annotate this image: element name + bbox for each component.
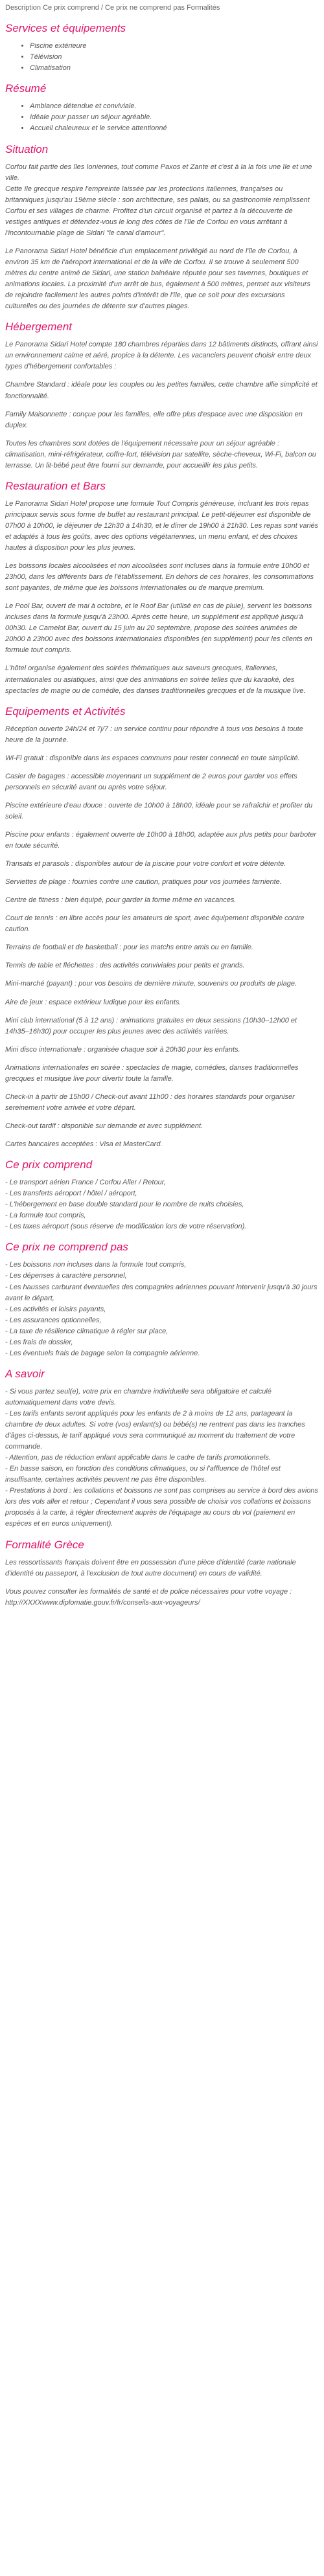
equipement-paragraph: Piscine extérieure d'eau douce : ouverte de 10h00 à 18h00, idéale pour se rafraîchir et profiter du soleil. [5,801,313,820]
resume-list [5,101,319,134]
equipement-paragraph: Animations internationales en soirée : spectacles de magie, comédies, danses traditionnelles grecques et musique live pour divertir toute la famille. [5,1063,299,1083]
equipement-paragraph: Cartes bancaires acceptées : Visa et MasterCard. [5,1140,163,1148]
equipement-paragraph: Mini club international (5 à 12 ans) : animations gratuites en deux sessions (10h30–12h00 et 14h35–16h30) pour occuper les plus jeunes avec des activités variées. [5,1016,297,1035]
list-item: - Attention, pas de réduction enfant applicable dans le cadre de tarifs promotionnels. [5,1454,271,1462]
list-item: - Le transport aérien France / Corfou Aller / Retour, [5,1179,166,1187]
equipement-paragraph: Check-out tardif : disponible sur demande et avec supplément. [5,1122,203,1130]
list-item: • Ambiance détendue et conviviale. [30,101,319,112]
equipement-paragraph: Serviettes de plage : fournies contre une caution, pratiques pour vos journées farniente. [5,878,282,887]
list-item: - Si vous partez seul(e), votre prix en chambre individuelle sera obligatoire et calculé automatiquement dans votre devis. [5,1387,272,1407]
comprend-list [5,1177,319,1232]
list-item: • Télévision [30,52,319,63]
ne-comprend-list [5,1260,319,1359]
restauration-paragraph: Le Pool Bar, ouvert de mai à octobre, et le Roof Bar (utilisé en cas de pluie), servent les boissons incluses dans la formule jusqu'à 23h00. Après cette heure, un supplément est appliqué jusqu'à 00h30. Le Camelot Bar, ouvert du 15 juin au 20 septembre, propose des soirées animées de 20h00 à 23h00 avec des boissons internationales disponibles (en supplément) pour les clients en formule tout compris. [5,602,312,655]
savoir-list [5,1386,319,1530]
situation-paragraph: Le Panorama Sidari Hotel bénéficie d'un emplacement privilégié au nord de l'île de Corfou, à environ 35 km de l'aéroport international et de la ville de Corfou. Il se trouve à seulement 500 mètres du centre animé de Sidari, une station balnéaire réputée pour ses tavernes, boutiques et animations locales. La proximité d'un arrêt de bus, également à 500 mètres, permet aux visiteurs de rejoindre facilement les autres points d'intérêt de l'île, que ce soit pour des excursions culturelles ou des journées de détente sur d'autres plages. [5,247,311,311]
section-title-resume: Résumé [5,82,47,95]
equipement-paragraph: Terrains de football et de basketball : pour les matchs entre amis ou en famille. [5,943,253,952]
equipement-paragraph: Mini disco internationale : organisée chaque soir à 20h30 pour les enfants. [5,1045,240,1054]
list-item: - Les hausses carburant éventuelles des compagnies aériennes pouvant intervenir jusqu'à 30 jours avant le départ, [5,1283,318,1302]
hebergement-paragraph: Family Maisonnette : conçue pour les familles, elle offre plus d'espace avec une disposition en duplex. [5,410,303,429]
hebergement-paragraph: Toutes les chambres sont dotées de l'équipement nécessaire pour un séjour agréable : climatisation, mini-réfrigérateur, coffre-fort, télévision par satellite, sèche-cheveux, Wi-Fi, balcon ou terrasse. Un lit-bébé peut être fourni sur demande, pour accueillir les plus petits. [5,439,316,469]
hebergement-paragraph: Chambre Standard : idéale pour les couples ou les petites familles, cette chambre allie simplicité et fonctionnalité. [5,381,318,400]
list-item: • Climatisation [30,63,319,74]
list-item: - L'hébergement en base double standard pour le nombre de nuits choisies, [5,1201,244,1209]
list-item: • Accueil chaleureux et le service attentionné [30,123,319,134]
section-title-comprend: Ce prix comprend [5,1158,93,1171]
restauration-paragraph: Les boissons locales alcoolisées et non alcoolisées sont incluses dans la formule entre 10h00 et 23h00, dans les différents bars de l'établissement. En dehors de ces horaires, les consommations sont payantes, de même que les boissons internationales ou de marque premium. [5,562,314,593]
list-item: - La taxe de résilience climatique à régler sur place, [5,1327,168,1335]
equipement-paragraph: Piscine pour enfants : également ouverte de 10h00 à 18h00, adaptée aux plus petits pour barboter en toute sécurité. [5,831,317,850]
equipement-paragraph: Check-in à partir de 15h00 / Check-out avant 11h00 : des horaires standards pour organiser sereinement votre arrivée et votre départ. [5,1092,295,1112]
section-title-savoir: A savoir [5,1367,45,1380]
section-title-ne-comprend: Ce prix ne comprend pas [5,1241,128,1254]
equipement-paragraph: Réception ouverte 24h/24 et 7j/7 : un service continu pour répondre à tous vos besoins à toute heure de la journée. [5,725,303,744]
section-title-services: Services et équipements [5,22,126,35]
list-item: - Les taxes aéroport (sous réserve de modification lors de votre réservation). [5,1223,247,1231]
list-item: • Piscine extérieure [30,41,319,52]
list-item: - Les dépenses à caractère personnel, [5,1272,127,1280]
restauration-paragraph: Le Panorama Sidari Hotel propose une formule Tout Compris généreuse, incluant les trois repas principaux servis sous forme de buffet au restaurant principal. Le petit-déjeuner est disponible de 07h00 à 10h00, le déjeuner de 12h30 à 14h30, et le dîner de 19h00 à 21h30. Les repas sont variés et adaptés à tous les goûts, avec des options végétariennes, un menu enfant, et des choixes hautes à disposition pour les plus jeunes. [5,499,319,552]
list-item: • Idéale pour passer un séjour agréable. [30,112,319,123]
list-item: - La formule tout compris, [5,1212,86,1220]
section-title-situation: Situation [5,142,49,155]
equipement-paragraph: Aire de jeux : espace extérieur ludique pour les enfants. [5,998,181,1006]
equipement-paragraph: Court de tennis : en libre accès pour les amateurs de sport, avec équipement disponible contre caution. [5,914,305,934]
formalite-link-paragraph[interactable]: Vous pouvez consulter les formalités de santé et de police nécessaires pour votre voyage : http://XXXXwww.diplomatie.gouv.fr/fr/conseils-aux-voyageurs/ [5,1587,292,1607]
equipement-paragraph: Centre de fitness : bien équipé, pour garder la forme même en vacances. [5,896,237,905]
equipement-paragraph: Transats et parasols : disponibles autour de la piscine pour votre confort et votre détente. [5,860,286,868]
equipement-paragraph: Casier de bagages : accessible moyennant un supplément de 2 euros pour garder vos effets personnels en sécurité avant ou après votre séjour. [5,772,297,791]
list-item: - Les activités et loisirs payants, [5,1305,106,1313]
formalite-paragraph: Les ressortissants français doivent être en possession d'une pièce d'identité (carte nationale d'identité ou passeport, à l'exclusion de tout autre document) en cours de validité. [5,1558,296,1577]
list-item: - En basse saison, en fonction des conditions climatiques, ou si l'affluence de l'hôtel est insuffisante, certaines activités peuvent ne pas être disponibles. [5,1465,281,1484]
situation-paragraph: Corfou fait partie des îles Ioniennes, tout comme Paxos et Zante et c'est à la la fois une île et une ville. Cette île grecque respire l'empreinte laissée par les protections italiennes, françaises ou britanniques jusqu'au 19ème siècle : son architecture, ses palais, ou sa gastronomie remplissent Corfou et ses villages de charme. Profitez d'un circuit organisé et partez à la découverte de vestiges antiques et détendez-vous le long des côtes de l'île de Corfou en vous arrêtant à l'incontournable plage de Sidari "le canal d'amour". [5,163,312,237]
section-title-restauration: Restauration et Bars [5,479,106,492]
equipement-paragraph: Wi-Fi gratuit : disponible dans les espaces communs pour rester connecté en toute simplicité. [5,754,300,762]
section-title-equipements: Equipements et Activités [5,705,126,717]
list-item: - Les transferts aéroport / hôtel / aéroport, [5,1190,137,1198]
list-item: - Les assurances optionnelles, [5,1316,102,1324]
list-item: - Prestations à bord : les collations et boissons ne sont pas comprises au service à bord des avions lors des vols aller et retour ; Cependant il vous sera possible de choisir vos collations et boissons proposés à la carte, à régler directement auprès de l'équipage au cours du vol (paiement en espèces et en euros uniquement). [5,1487,319,1528]
breadcrumb: Description Ce prix comprend / Ce prix ne comprend pas Formalités [5,4,220,12]
list-item: - Les éventuels frais de bagage selon la compagnie aérienne. [5,1349,200,1357]
hebergement-paragraph: Le Panorama Sidari Hotel compte 180 chambres réparties dans 12 bâtiments distincts, offrant ainsi un environnement calme et aéré, propice à la détente. Les vacanciers peuvent choisir entre deux types d'hébergement confortables : [5,341,318,371]
section-title-formalite: Formalité Grèce [5,1538,84,1551]
list-item: - Les tarifs enfants seront appliqués pour les enfants de 2 à moins de 12 ans, partageant la chambre de deux adultes. Si votre (vos) enfant(s) ou bébé(s) ne rentrent pas dans les tranches d'âges ci-dessus, le tarif appliqué vous sera communiqué au moment du traitement de votre commande. [5,1410,305,1451]
list-item: - Les boissons non incluses dans la formule tout compris, [5,1261,187,1269]
equipement-paragraph: Mini-marché (payant) : pour vos besoins de dernière minute, souvenirs ou produits de plage. [5,980,297,988]
list-item: - Les frais de dossier, [5,1338,73,1346]
section-title-hebergement: Hébergement [5,321,73,333]
equipement-paragraph: Tennis de table et fléchettes : des activités conviviales pour petits et grands. [5,962,245,970]
services-list [5,41,319,74]
restauration-paragraph: L'hôtel organise également des soirées thématiques aux saveurs grecques, italiennes, internationales ou asiatiques, ainsi que des animations en soirée telles que du karaoké, des spectacles de magie ou de comédie, des danses traditionnelles grecques et de la musique live. [5,664,306,695]
